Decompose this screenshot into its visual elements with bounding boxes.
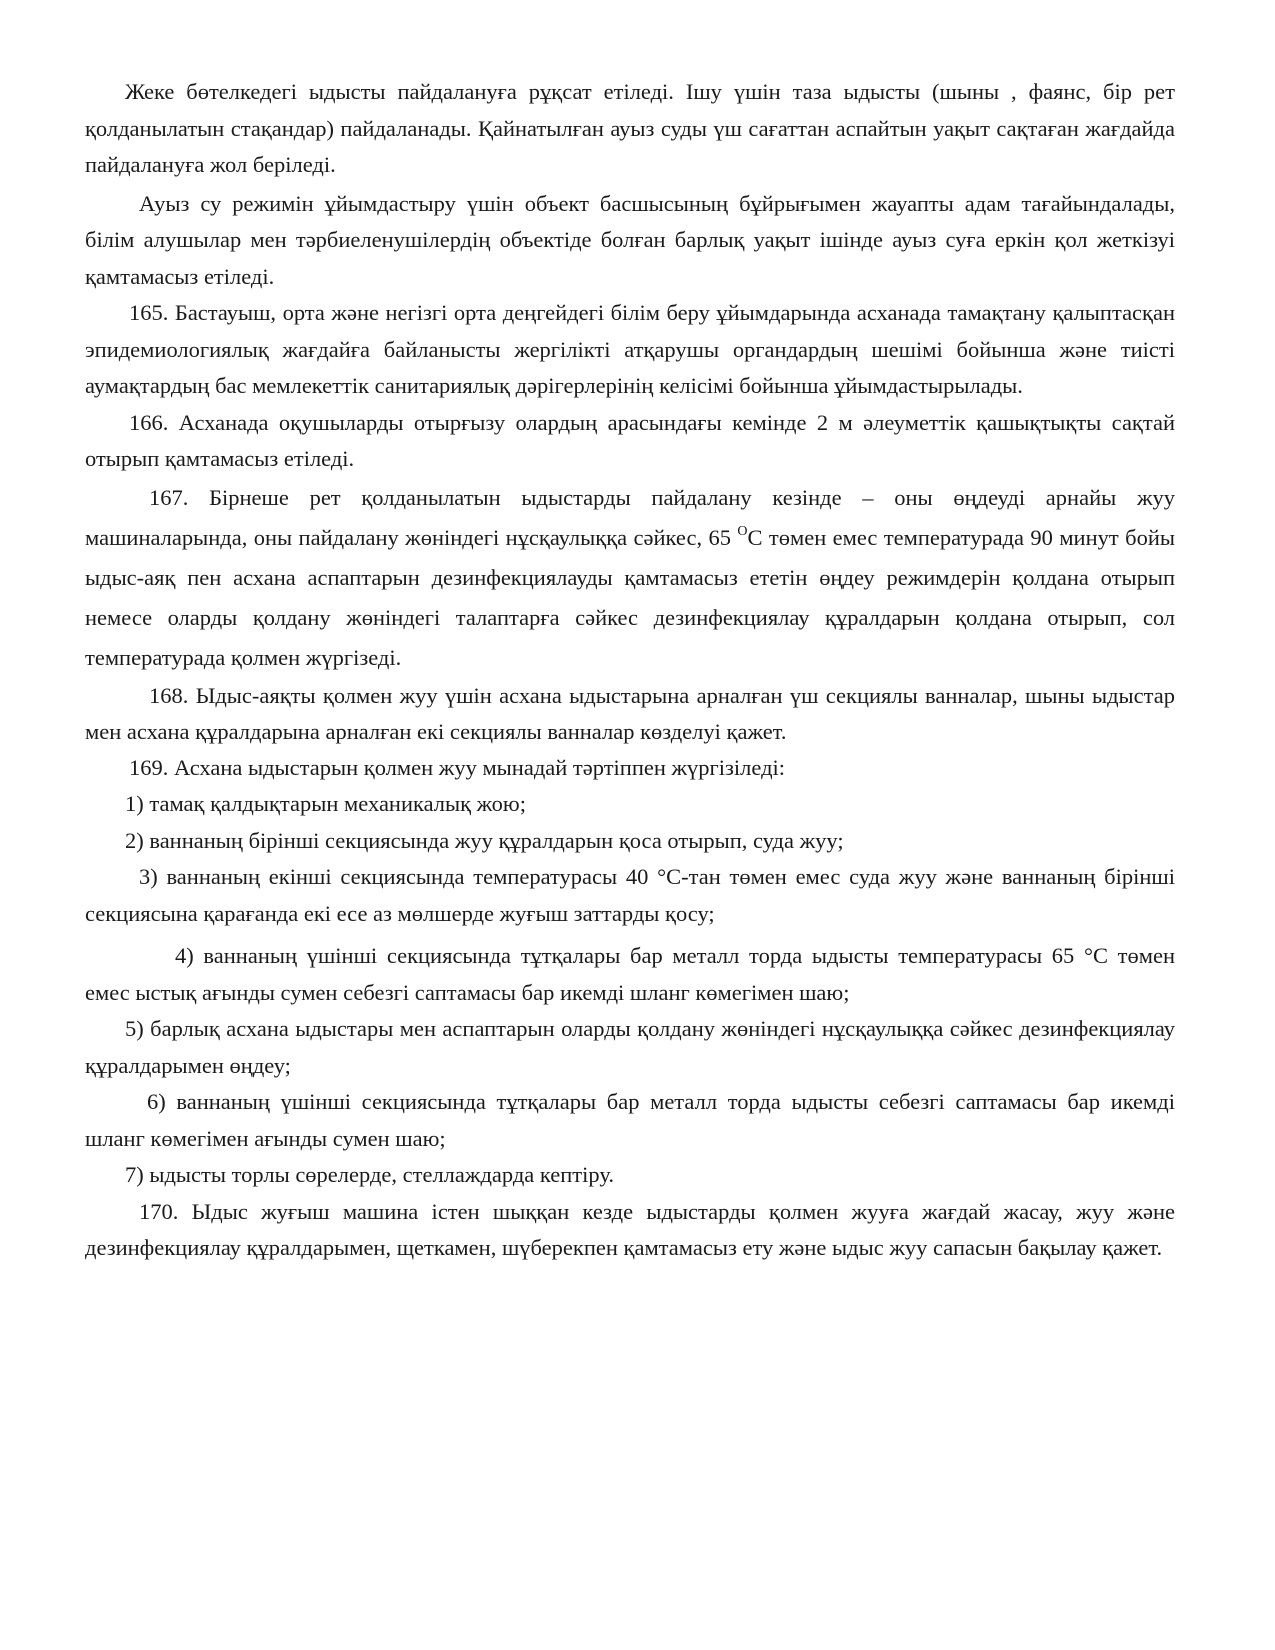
paragraph-168: 168. Ыдыс-аяқты қолмен жуу үшін асхана ыдыстарына арналған үш секциялы ванналар, шыны ыдыстар мен асхана құралдарына арналған екі секциялы ванналар көзделуі қажет. — [85, 682, 1175, 744]
list-item-169-6: 6) ваннаның үшінші секциясында тұтқалары бар металл торда ыдысты себезгі саптамасы бар икемді шланг көмегімен ағынды сумен шаю; — [85, 1089, 1175, 1151]
list-item-169-1: 1) тамақ қалдықтарын механикалық жою; — [125, 791, 526, 816]
paragraph-170: 170. Ыдыс жуғыш машина істен шыққан кезде ыдыстарды қолмен жууға жағдай жасау, жуу және дезинфекциялау құралдарымен, щеткамен, шүберекпен қамтамасыз ету және ыдыс жуу сапасын бақылау қажет. — [85, 1198, 1175, 1260]
paragraph-drinking-regime: Ауыз су режимін ұйымдастыру үшін объект басшысының бұйрығымен жауапты адам тағайындалады, білім алушылар мен тәрбиеленушілердің объектіде болған барлық уақыт ішінде ауыз суға еркін қол жеткізуі қамтамасыз етіледі. — [85, 190, 1175, 289]
list-item-169-4: 4) ваннаның үшінші секциясында тұтқалары бар металл торда ыдысты температурасы 65 °С төмен емес ыстық ағынды сумен себезгі саптамасы бар икемді шланг көмегімен шаю; — [85, 943, 1175, 1005]
document-page — [85, 74, 1175, 1267]
list-item-169-2: 2) ваннаның бірінші секциясында жуу құралдарын қоса отырып, суда жуу; — [125, 827, 844, 853]
list-item-169-5: 5) барлық асхана ыдыстары мен аспаптарын оларды қолдану жөніндегі нұсқаулыққа сәйкес дезинфекциялау құралдарымен өңдеу; — [85, 1016, 1175, 1078]
paragraph-167 — [85, 478, 1175, 678]
paragraph-169: 169. Асхана ыдыстарын қолмен жуу мынадай тәртіппен жүргізіледі: — [129, 754, 786, 780]
paragraph-167-text-end: С төмен емес температурада 90 минут бойы ыдыс-аяқ пен асхана аспаптарын дезинфекциялауды қамтамасыз ететін өңдеу режимдерін қолдана отырып немесе оларды қолдану жөніндегі талаптарға сәйкес дезинфекциялау құралдарын қолдана отырып, сол температурада қолмен жүргізеді. — [85, 524, 1175, 670]
paragraph-bottled-water: Жеке бөтелкедегі ыдысты пайдалануға рұқсат етіледі. Ішу үшін таза ыдысты (шыны , фаянс, бір рет қолданылатын стақандар) пайдаланады. Қайнатылған ауыз суды үш сағаттан аспайтын уақыт сақтаған жағдайда пайдалануға жол беріледі. — [85, 79, 1175, 177]
list-item-169-7: 7) ыдысты торлы сөрелерде, стеллаждарда кептіру. — [125, 1162, 614, 1187]
paragraph-165: 165. Бастауыш, орта және негізгі орта деңгейдегі білім беру ұйымдарында асханада тамақтану қалыптасқан эпидемиологиялық жағдайға байланысты жергілікті атқарушы органдардың шешімі бойынша және тиісті аумақтардың бас мемлекеттік санитариялық дәрігерлерінің келісімі бойынша ұйымдастырылады. — [85, 300, 1175, 398]
degree-superscript: О — [737, 523, 748, 539]
paragraph-167-text-start: 167. Бірнеше рет қолданылатын ыдыстарды пайдалану кезінде – оны өңдеуді арнайы жуу машиналарында, оны пайдалану жөніндегі нұсқаулыққа сәйкес, 65 — [85, 484, 1175, 550]
paragraph-166: 166. Асханада оқушыларды отырғызу олардың арасындағы кемінде 2 м әлеуметтік қашықтықты сақтай отырып қамтамасыз етіледі. — [85, 409, 1175, 471]
list-item-169-3: 3) ваннаның екінші секциясында температурасы 40 °С-тан төмен емес суда жуу және ваннаның бірінші секциясына қарағанда екі есе аз мөлшерде жуғыш заттарды қосу; — [85, 864, 1175, 926]
